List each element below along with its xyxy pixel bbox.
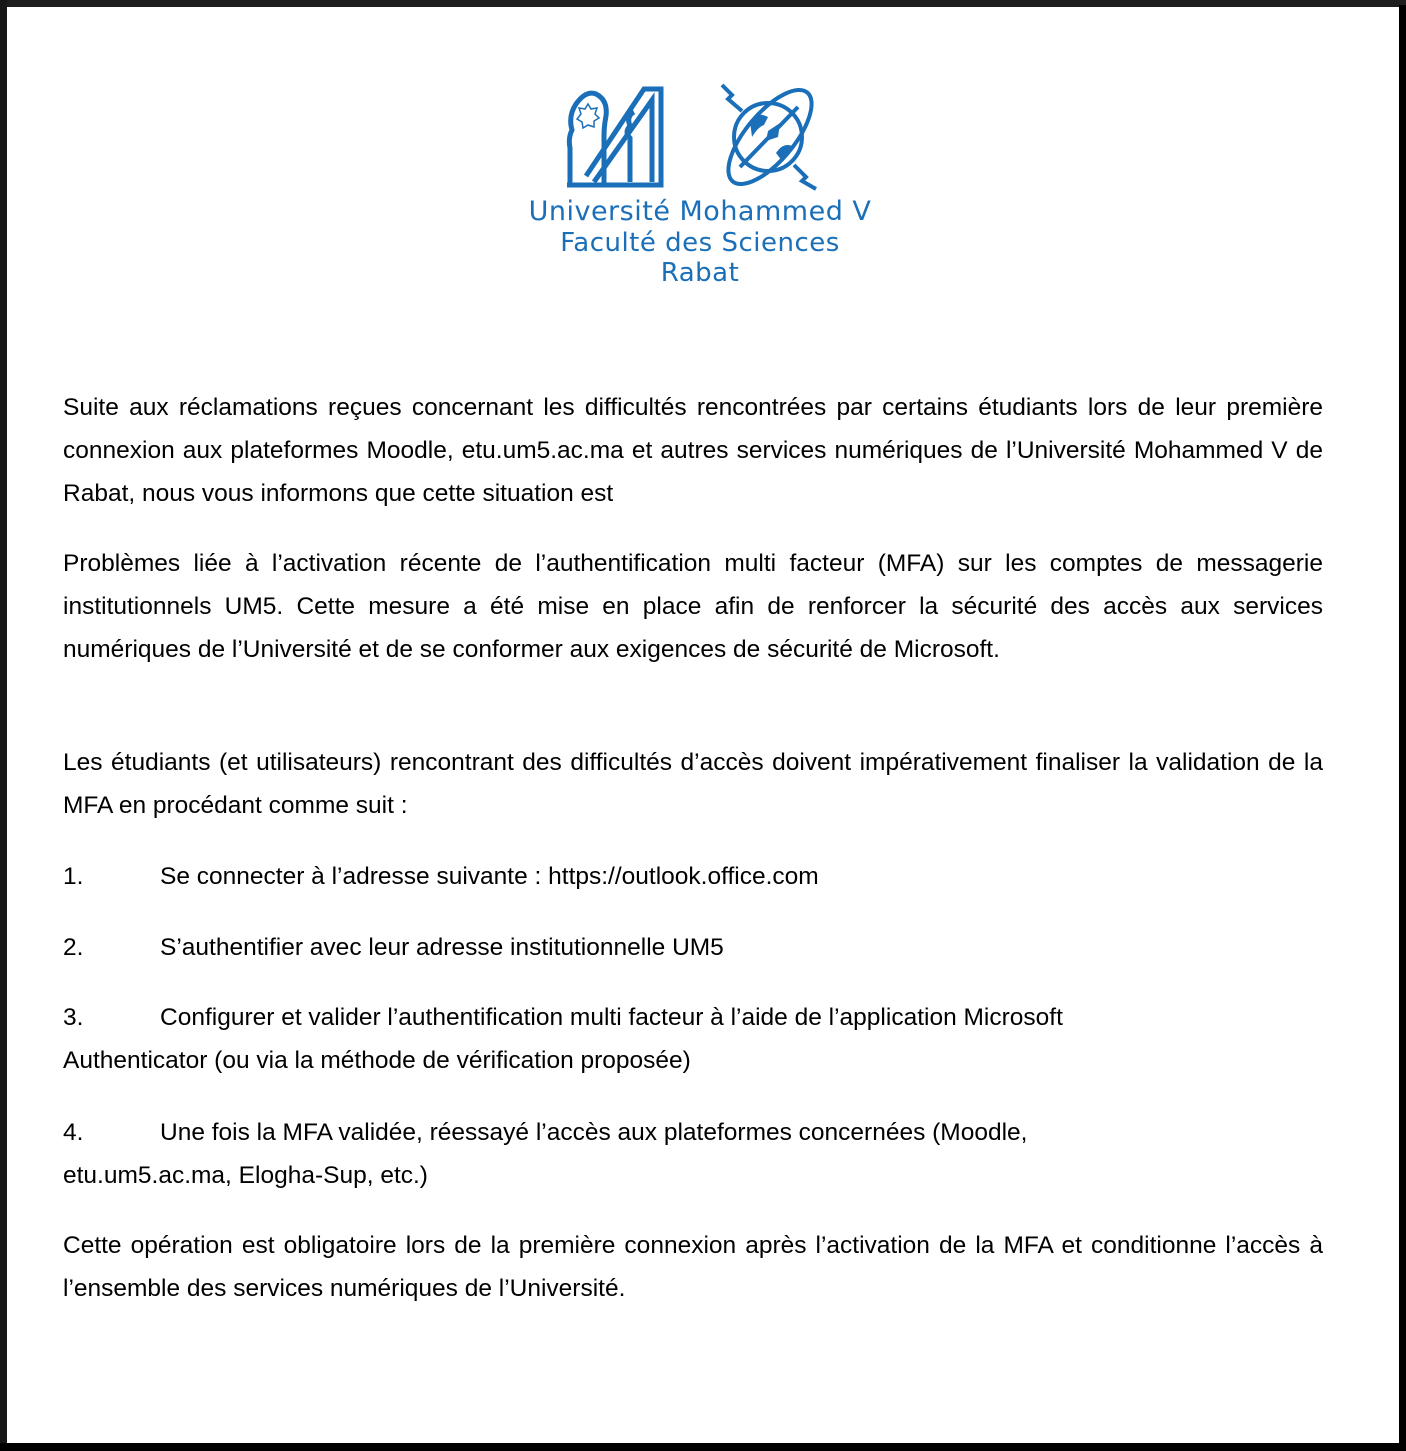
- university-emblem-icon: [564, 86, 664, 188]
- logo-faculty-name: Faculté des Sciences: [560, 228, 840, 258]
- step-text-continuation: Authenticator (ou via la méthode de vérification proposée): [63, 1047, 691, 1074]
- logo-university-name: Université Mohammed V: [528, 196, 872, 227]
- step-number: 1.: [63, 863, 84, 890]
- step-item: [63, 855, 1323, 898]
- step-text-continuation: etu.um5.ac.ma, Elogha-Sup, etc.): [63, 1162, 428, 1189]
- step-item: [63, 996, 1323, 1082]
- step-text: Une fois la MFA validée, réessayé l’accès aux plateformes concernées (Moodle,: [160, 1119, 1028, 1146]
- step-number: 3.: [63, 1004, 84, 1031]
- step-text: S’authentifier avec leur adresse institutionnelle UM5: [160, 934, 724, 961]
- university-logo: [470, 78, 930, 293]
- page-border-right: [1399, 5, 1406, 1451]
- page-border-left: [0, 0, 7, 1451]
- step-text: Configurer et valider l’authentification multi facteur à l’aide de l’application Microsoft: [160, 1004, 1063, 1031]
- page-border-bottom: [0, 1443, 1406, 1451]
- page-border-top: [0, 0, 1406, 7]
- instructions-paragraph: Les étudiants (et utilisateurs) rencontrant des difficultés d’accès doivent impérativement finaliser la validation de la MFA en procédant comme suit :: [63, 749, 1323, 819]
- step-number: 2.: [63, 934, 84, 961]
- conclusion-paragraph: Cette opération est obligatoire lors de la première connexion après l’activation de la MFA et conditionne l’accès à l’ensemble des services numériques de l’Université.: [63, 1232, 1323, 1302]
- logo-city: Rabat: [660, 258, 740, 288]
- faculty-emblem-icon: [718, 81, 822, 191]
- step-item: [63, 1111, 1323, 1197]
- mfa-explanation-paragraph: Problèmes liée à l’activation récente de l’authentification multi facteur (MFA) sur les comptes de messagerie institutionnels UM5. Cette mesure a été mise en place afin de renforcer la sécurité des accès aux services numériques de l’Université et de se conformer aux exigences de sécurité de Microsoft.: [63, 550, 1323, 663]
- intro-paragraph: Suite aux réclamations reçues concernant les difficultés rencontrées par certains étudiants lors de leur première connexion aux plateformes Moodle, etu.um5.ac.ma et autres services numériques de l’Université Mohammed V de Rabat, nous vous informons que cette situation est: [63, 394, 1323, 507]
- step-item: [63, 926, 1323, 969]
- step-number: 4.: [63, 1119, 84, 1146]
- step-text: Se connecter à l’adresse suivante : https://outlook.office.com: [160, 863, 819, 890]
